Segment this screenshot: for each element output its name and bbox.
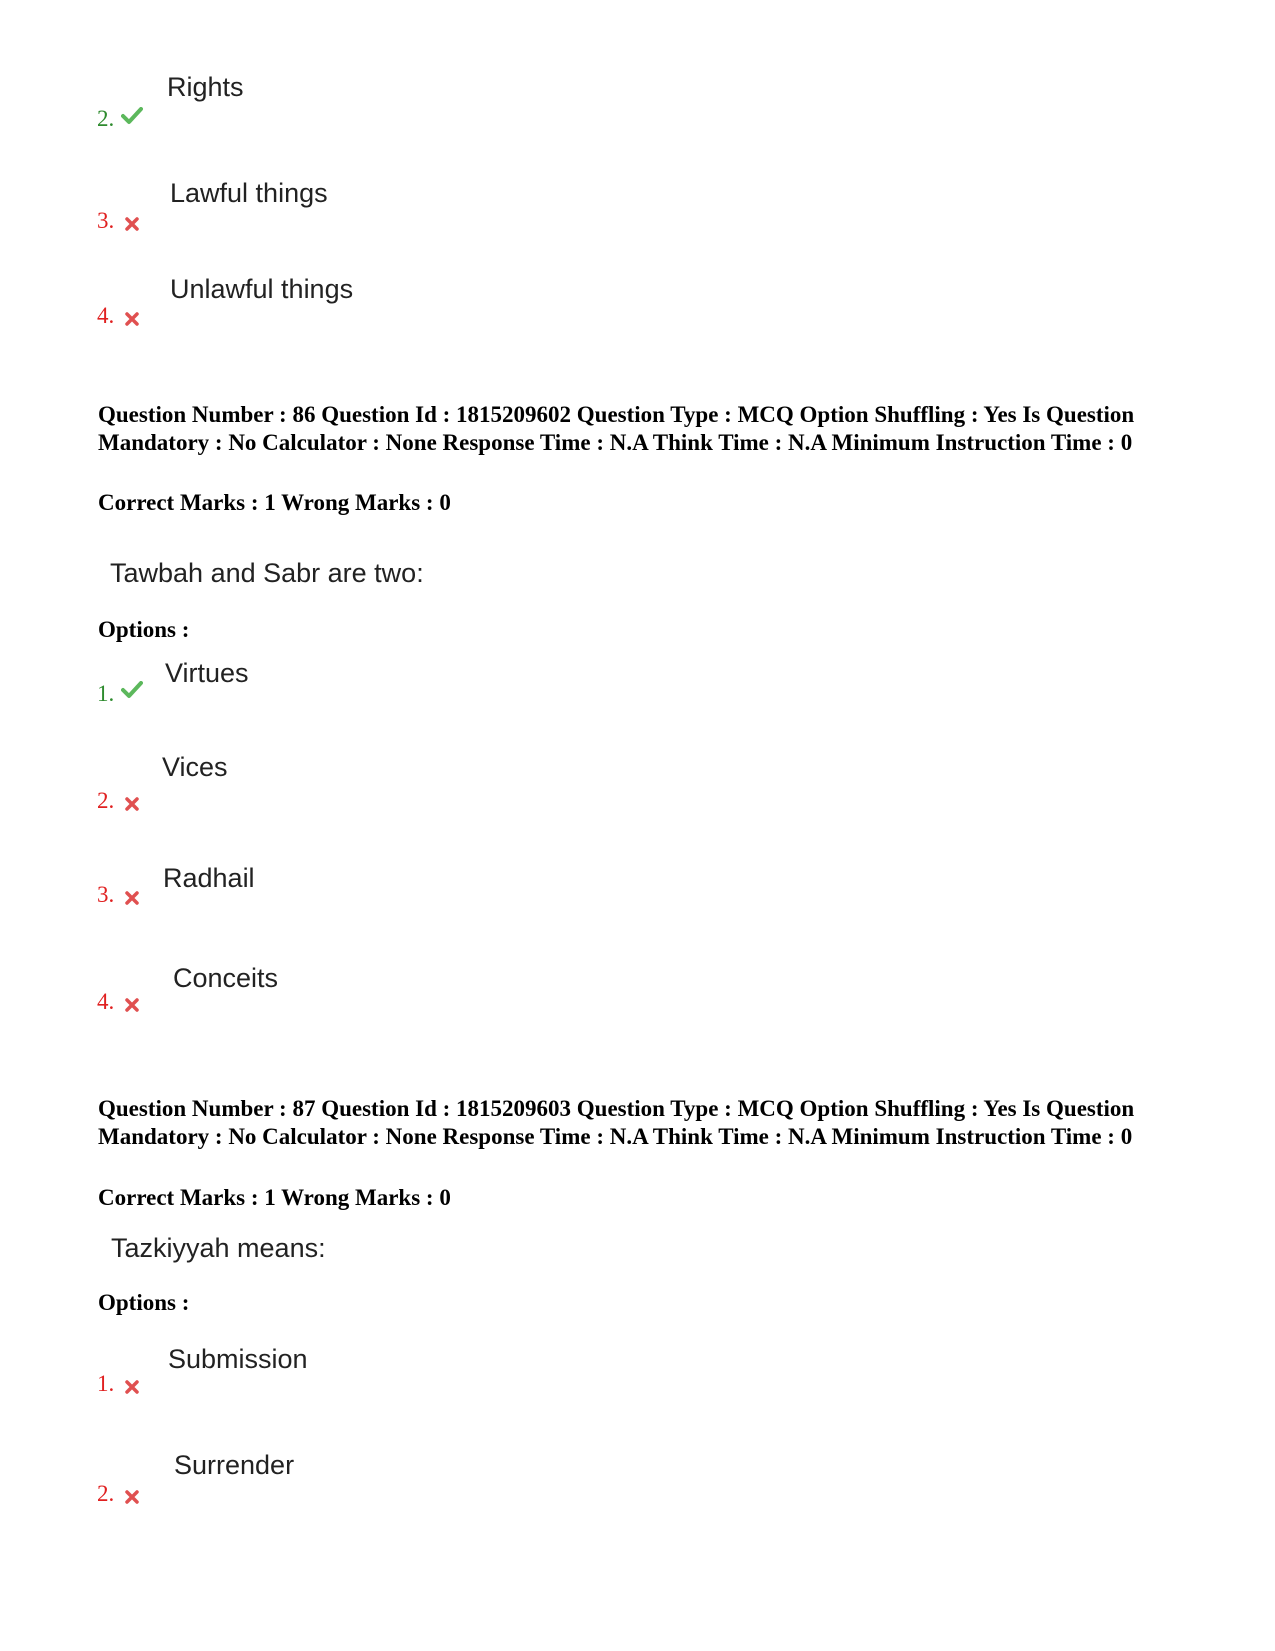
option-number: 4. bbox=[97, 303, 115, 328]
cross-icon bbox=[125, 797, 139, 811]
option-text: Surrender bbox=[174, 1450, 295, 1480]
question-text: Tazkiyyah means: bbox=[111, 1233, 326, 1263]
marks-line: Correct Marks : 1 Wrong Marks : 0 bbox=[98, 490, 451, 515]
cross-icon bbox=[125, 998, 139, 1012]
marks-line: Correct Marks : 1 Wrong Marks : 0 bbox=[98, 1185, 451, 1210]
option-number: 2. bbox=[97, 106, 115, 131]
option-number: 1. bbox=[97, 681, 115, 706]
option-text: Radhail bbox=[163, 863, 255, 893]
option-number: 2. bbox=[97, 788, 115, 813]
cross-icon bbox=[125, 1490, 139, 1504]
option-text: Virtues bbox=[165, 658, 249, 688]
option-text: Vices bbox=[162, 752, 228, 782]
option-number: 4. bbox=[97, 989, 115, 1014]
check-icon bbox=[121, 107, 143, 125]
option-number: 2. bbox=[97, 1481, 115, 1506]
option-number: 3. bbox=[97, 208, 115, 233]
option-number: 3. bbox=[97, 882, 115, 907]
check-icon bbox=[121, 681, 143, 699]
option-text: Lawful things bbox=[170, 178, 328, 208]
option-text: Unlawful things bbox=[170, 274, 354, 304]
cross-icon bbox=[125, 1380, 139, 1394]
cross-icon bbox=[125, 891, 139, 905]
option-text: Submission bbox=[168, 1344, 308, 1374]
question-meta: Question Number : 87 Question Id : 1815209603 Question Type : MCQ Option Shuffling : Yes Is Question Mandatory : No Calculator : None Response Time : N.A Think Time : N.A Minimum Instruction Time : 0 bbox=[98, 1096, 1135, 1149]
options-label: Options : bbox=[98, 617, 190, 642]
option-text: Conceits bbox=[173, 963, 279, 993]
cross-icon bbox=[125, 312, 139, 326]
question-text: Tawbah and Sabr are two: bbox=[110, 558, 424, 588]
options-label: Options : bbox=[98, 1290, 190, 1315]
cross-icon bbox=[125, 217, 139, 231]
option-text: Rights bbox=[167, 72, 244, 102]
question-meta: Question Number : 86 Question Id : 1815209602 Question Type : MCQ Option Shuffling : Yes Is Question Mandatory : No Calculator : None Response Time : N.A Think Time : N.A Minimum Instruction Time : 0 bbox=[98, 402, 1135, 455]
option-number: 1. bbox=[97, 1371, 115, 1396]
